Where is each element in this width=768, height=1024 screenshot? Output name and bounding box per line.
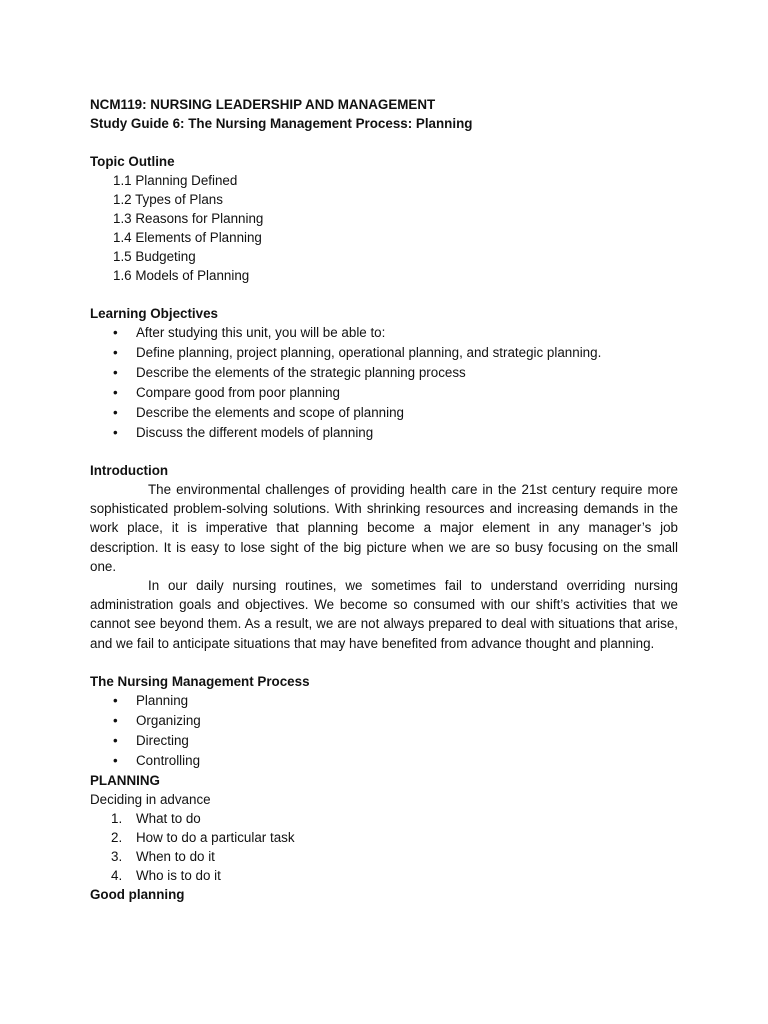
learning-objectives-heading: Learning Objectives	[90, 306, 218, 321]
outline-item: 1.5 Budgeting	[113, 249, 196, 264]
bullet-icon: •	[113, 385, 118, 400]
planning-heading: PLANNING	[90, 772, 160, 788]
introduction-paragraph: The environmental challenges of providing health care in the 21st century require more sophisticated problem-solving solutions. With shrinking resources and increasing demands in the work place, it is imperative that planning become a major element in any manager’s job description. It is easy to lose sight of the big picture when we are so busy focusing on the small one.	[90, 482, 678, 574]
list-item	[90, 691, 678, 711]
list-item	[90, 711, 678, 731]
list-item-text: Describe the elements and scope of planning	[136, 405, 404, 420]
list-item-text: Compare good from poor planning	[136, 385, 340, 400]
bullet-icon: •	[113, 365, 118, 380]
good-planning-heading: Good planning	[90, 886, 185, 902]
management-process-heading: The Nursing Management Process	[90, 673, 310, 689]
list-item	[90, 383, 678, 403]
bullet-icon: •	[113, 325, 118, 340]
list-item-text: Directing	[136, 732, 189, 748]
list-item	[90, 847, 678, 866]
bullet-icon: •	[113, 425, 118, 440]
list-item	[90, 343, 678, 363]
topic-outline-heading: Topic Outline	[90, 154, 175, 169]
spacer	[90, 285, 678, 304]
outline-item: 1.3 Reasons for Planning	[113, 211, 264, 226]
list-item	[90, 828, 678, 847]
planning-list	[90, 809, 678, 885]
list-item	[90, 866, 678, 885]
list-item	[90, 809, 678, 828]
list-item-text: How to do a particular task	[136, 829, 295, 845]
outline-item: 1.1 Planning Defined	[113, 173, 238, 188]
bullet-icon: •	[113, 405, 118, 420]
outline-item: 1.4 Elements of Planning	[113, 230, 262, 245]
outline-item: 1.2 Types of Plans	[113, 192, 223, 207]
bullet-icon: •	[113, 732, 118, 748]
bullet-icon: •	[113, 752, 118, 768]
course-title: NCM119: NURSING LEADERSHIP AND MANAGEMENT	[90, 97, 436, 112]
list-item	[90, 751, 678, 771]
list-item-text: Define planning, project planning, operational planning, and strategic planning.	[136, 345, 602, 360]
bullet-icon: •	[113, 345, 118, 360]
management-process-list	[90, 691, 678, 771]
list-item-text: Controlling	[136, 752, 201, 768]
list-item	[90, 403, 678, 423]
list-number: 1.	[111, 810, 123, 826]
list-item	[90, 323, 678, 343]
list-item-text: Planning	[136, 692, 189, 708]
list-item-text: Organizing	[136, 712, 201, 728]
introduction-paragraph: In our daily nursing routines, we sometimes fail to understand overriding nursing administration goals and objectives. We become so consumed with our shift’s activities that we cannot see beyond them. As a result, we are not always prepared to deal with situations that arise, and we fail to anticipate situations that may have benefited from advance thought and planning.	[90, 578, 678, 651]
spacer	[90, 653, 678, 672]
list-item-text: After studying this unit, you will be able to:	[136, 325, 386, 340]
introduction-heading: Introduction	[90, 463, 169, 478]
planning-subheading: Deciding in advance	[90, 791, 211, 807]
list-item-text: What to do	[136, 810, 201, 826]
list-item-text: Discuss the different models of planning	[136, 425, 374, 440]
list-item-text: Describe the elements of the strategic planning process	[136, 365, 466, 380]
bullet-icon: •	[113, 692, 118, 708]
list-number: 3.	[111, 848, 123, 864]
list-item	[90, 423, 678, 443]
list-number: 4.	[111, 867, 123, 883]
guide-title: Study Guide 6: The Nursing Management Process: Planning	[90, 116, 473, 131]
list-item	[90, 731, 678, 751]
bullet-icon: •	[113, 712, 118, 728]
outline-item: 1.6 Models of Planning	[113, 268, 250, 283]
spacer	[90, 133, 678, 152]
list-number: 2.	[111, 829, 123, 845]
list-item	[90, 363, 678, 383]
spacer	[90, 443, 678, 461]
list-item-text: Who is to do it	[136, 867, 221, 883]
list-item-text: When to do it	[136, 848, 215, 864]
learning-objectives-list	[90, 323, 678, 443]
